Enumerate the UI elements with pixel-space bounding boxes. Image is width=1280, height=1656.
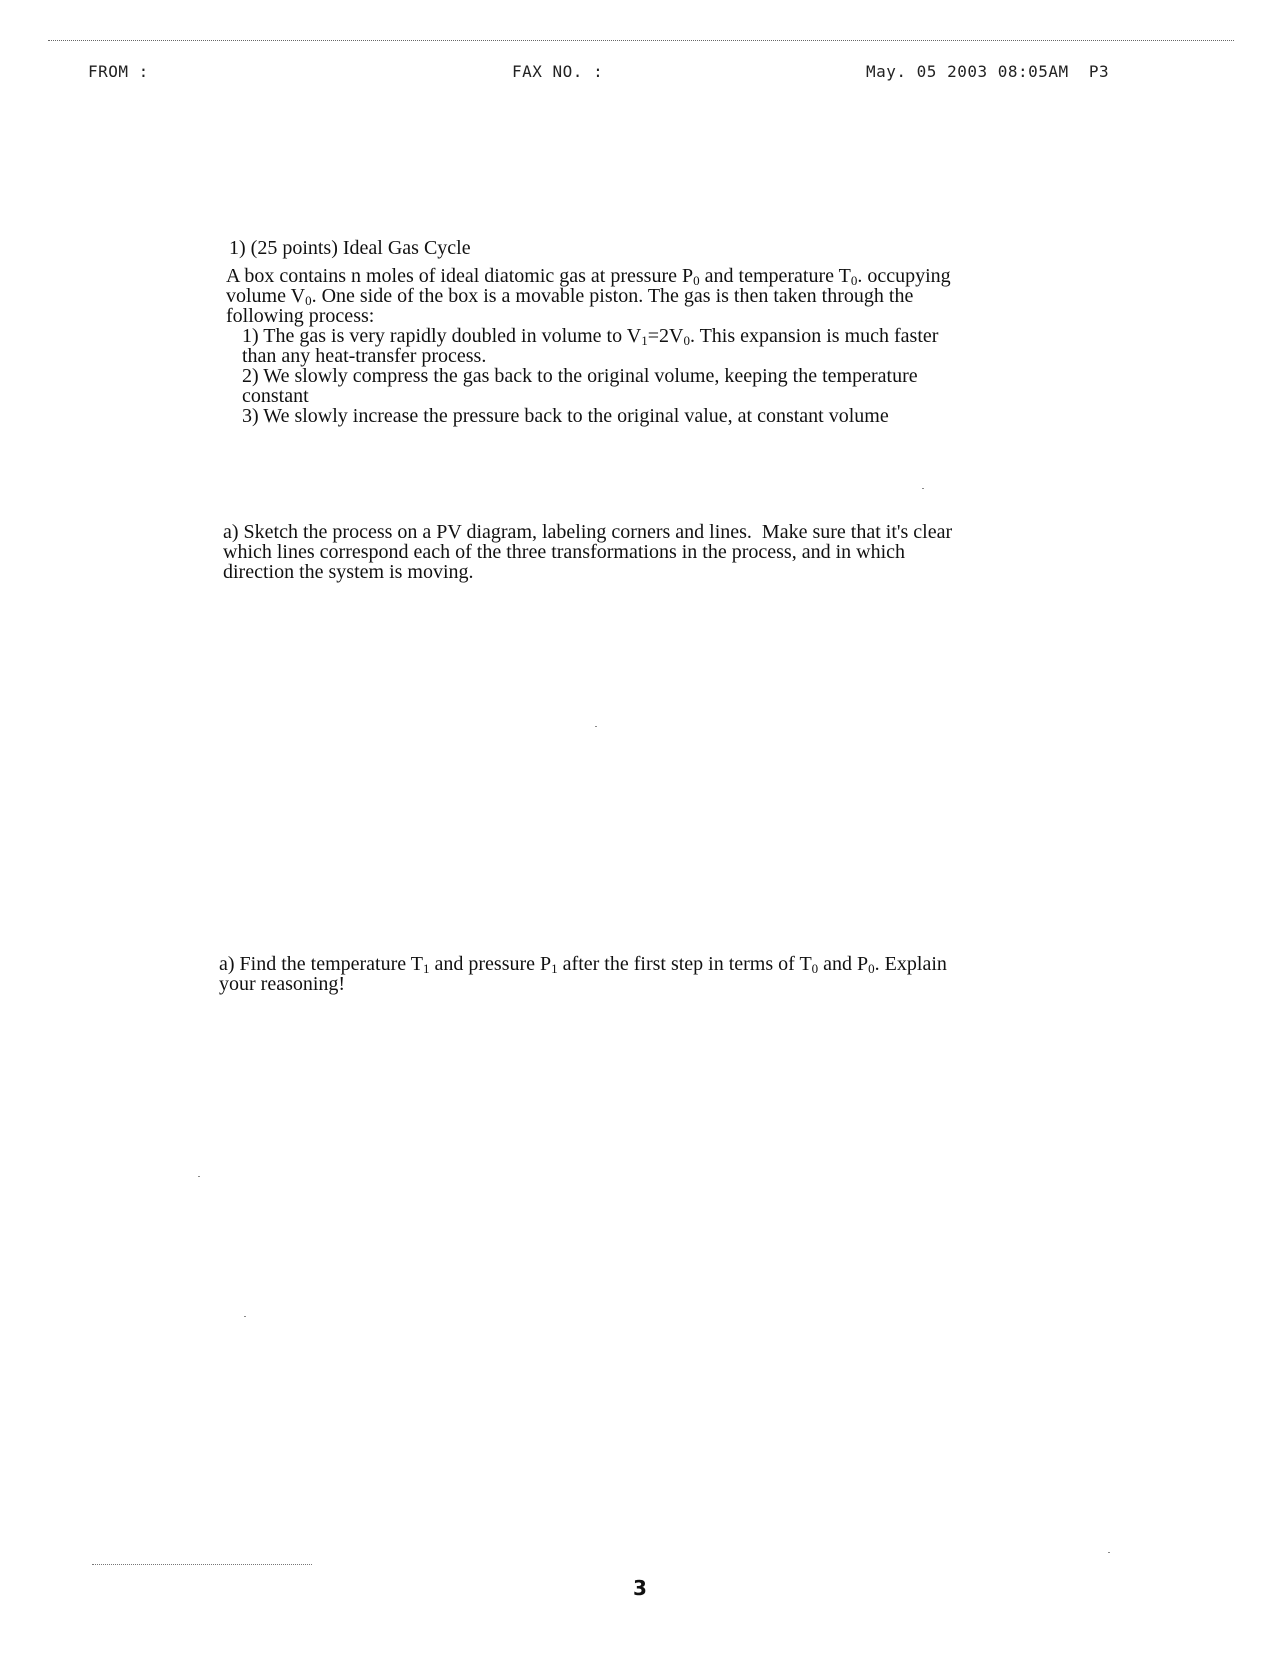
part-b-prompt (219, 954, 1079, 994)
fax-dotted-rule (48, 40, 1234, 41)
scan-speck (595, 726, 597, 727)
page-number: 3 (633, 1576, 647, 1600)
part-a-prompt (223, 522, 1083, 582)
scan-noise-strip (92, 1564, 312, 1565)
step-3: 3) We slowly increase the pressure back to the original value, at constant volume (242, 405, 889, 427)
fax-stamp-text: May. 05 2003 08:05AM P3 (866, 62, 1110, 81)
scan-speck (922, 488, 924, 489)
part-a-line-3: direction the system is moving. (223, 561, 474, 583)
intro-line-1: A box contains n moles of ideal diatomic gas at pressure $P_0$ and temperature $T_0$. occupying (226, 265, 951, 288)
part-b-line-1: a) Find the temperature $T_1$ and pressure $P_1$ after the first step in terms of $T_0$ and $P_0$. Explain (219, 953, 947, 976)
fax-from-label: FROM : (88, 62, 149, 81)
part-b-line-2: your reasoning! (219, 973, 346, 995)
fax-number-label: FAX NO. : (512, 62, 604, 81)
scan-speck (198, 1176, 200, 1177)
step-1-line-1: 1) The gas is very rapidly doubled in volume to $V_1=2V_0$. This expansion is much faster (242, 325, 939, 348)
intro-line-2: volume $V_0$. One side of the box is a movable piston. The gas is then taken through the (226, 285, 914, 308)
step-2-line-2: constant (242, 385, 309, 407)
step-1-line-2: than any heat-transfer process. (242, 345, 487, 367)
fax-timestamp (866, 62, 1109, 81)
question-title: 1) (25 points) Ideal Gas Cycle (229, 237, 471, 259)
part-a-line-1: a) Sketch the process on a PV diagram, labeling corners and lines. Make sure that it's clear (223, 521, 953, 543)
scan-speck (1108, 1552, 1110, 1553)
part-a-line-2: which lines correspond each of the three transformations in the process, and in which (223, 541, 906, 563)
step-2-line-1: 2) We slowly compress the gas back to the original volume, keeping the temperature (242, 365, 918, 387)
intro-line-3: following process: (226, 305, 375, 327)
question-body (226, 266, 1086, 426)
scan-speck (244, 1316, 246, 1317)
